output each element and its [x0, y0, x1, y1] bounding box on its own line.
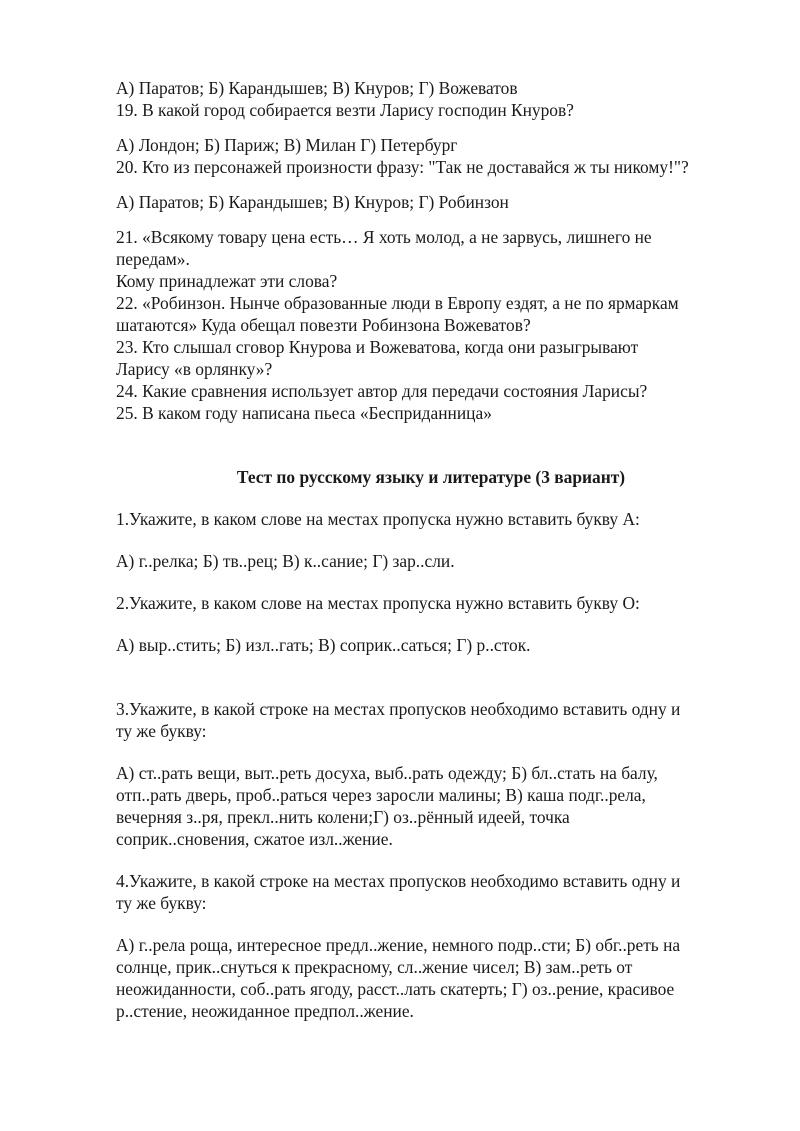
task1-question: 1.Укажите, в каком слове на местах пропуска нужно вставить букву А: — [116, 509, 640, 529]
q20-answers: А) Паратов; Б) Карандышев; В) Кнуров; Г) Робинзон — [116, 192, 509, 212]
task4-question-line1: 4.Укажите, в какой строке на местах пропусков необходимо вставить одну и — [116, 871, 681, 891]
q21-question-line3: Кому принадлежат эти слова? — [116, 271, 338, 291]
q20-question: 20. Кто из персонажей произности фразу: "Так не доставайся ж ты никому!"? — [116, 157, 689, 177]
q21-question-line2: передам». — [116, 249, 190, 269]
task3-question-line1: 3.Укажите, в какой строке на местах пропусков необходимо вставить одну и — [116, 699, 681, 719]
q23-question-line1: 23. Кто слышал сговор Кнурова и Вожеватова, когда они разыгрывают — [116, 337, 639, 357]
q19-question: 19. В какой город собирается везти Ларису господин Кнуров? — [116, 100, 574, 120]
task3-answers-line1: А) ст..рать вещи, выт..реть досуха, выб..рать одежду; Б) бл..стать на балу, — [116, 763, 658, 783]
test-title: Тест по русскому языку и литературе (3 вариант) — [236, 467, 626, 487]
task3-answers-line3: вечерняя з..ря, прекл..нить колени;Г) оз..рённый идеей, точка — [116, 807, 570, 827]
q24-question: 24. Какие сравнения использует автор для передачи состояния Ларисы? — [116, 381, 648, 401]
task4-question-line2: ту же букву: — [116, 893, 207, 913]
q25-question: 25. В каком году написана пьеса «Бесприданница» — [116, 403, 492, 423]
task1-answers: А) г..релка; Б) тв..рец; В) к..сание; Г) зар..сли. — [116, 551, 455, 571]
document-page — [116, 77, 756, 1022]
task4-answers-line2: солнце, прик..снуться к прекрасному, сл..жение чисел; В) зам..реть от — [116, 957, 633, 977]
task3-answers-line4: соприк..сновения, сжатое изл..жение. — [116, 829, 393, 849]
q21-question-line1: 21. «Всякому товару цена есть… Я хоть молод, а не зарвусь, лишнего не — [116, 227, 652, 247]
q22-question-line1: 22. «Робинзон. Нынче образованные люди в Европу ездят, а не по ярмаркам — [116, 293, 679, 313]
task4-answers-line4: р..стение, неожиданное предпол..жение. — [116, 1001, 414, 1021]
task3-answers-line2: отп..рать дверь, проб..раться через заросли малины; В) каша подг..рела, — [116, 785, 646, 805]
task2-question: 2.Укажите, в каком слове на местах пропуска нужно вставить букву О: — [116, 593, 640, 613]
q18-answers: А) Паратов; Б) Карандышев; В) Кнуров; Г) Вожеватов — [116, 78, 518, 98]
q23-question-line2: Ларису «в орлянку»? — [116, 359, 273, 379]
task4-answers-line1: А) г..рела роща, интересное предл..жение, немного подр..сти; Б) обг..реть на — [116, 935, 681, 955]
task3-question-line2: ту же букву: — [116, 721, 207, 741]
q19-answers: А) Лондон; Б) Париж; В) Милан Г) Петербург — [116, 135, 458, 155]
task4-answers-line3: неожиданности, соб..рать ягоду, расст..лать скатерть; Г) оз..рение, красивое — [116, 979, 675, 999]
q22-question-line2: шатаются» Куда обещал повезти Робинзона Вожеватов? — [116, 315, 531, 335]
task2-answers: А) выр..стить; Б) изл..гать; В) соприк..саться; Г) р..сток. — [116, 635, 531, 655]
